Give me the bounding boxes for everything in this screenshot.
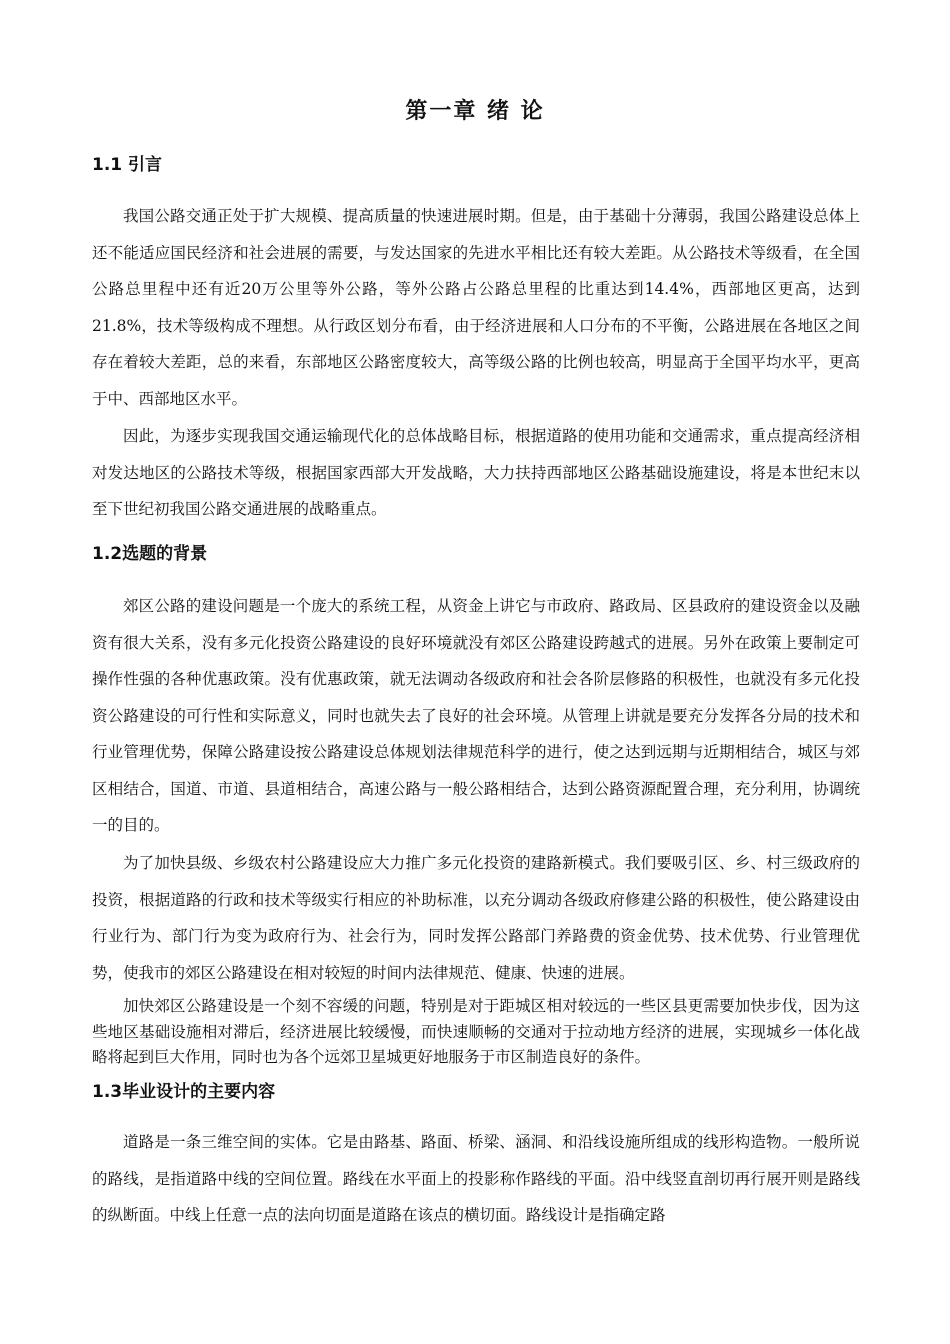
paragraph-1-3-a: 道路是一条三维空间的实体。它是由路基、路面、桥梁、涵洞、和沿线设施所组成的线形构造物。一般所说的路线，是指道路中线的空间位置。路线在水平面上的投影称作路线的平面。沿中线竖直剖切再行展开则是路线的纵断面。中线上任意一点的法向切面是道路在该点的横切面。路线设计是指确定路 (92, 1133, 860, 1224)
chapter-title: 第一章 绪 论 (405, 99, 545, 124)
section-heading-1-1: 1.1 引言 (92, 155, 163, 175)
section-heading-1-2: 1.2选题的背景 (92, 544, 208, 564)
paragraph-1-2-b: 为了加快县级、乡级农村公路建设应大力推广多元化投资的建路新模式。我们要吸引区、乡、村三级政府的投资，根据道路的行政和技术等级实行相应的补助标准，以充分调动各级政府修建公路的积极性，使公路建设由行业行为、部门行为变为政府行为、社会行为，同时发挥公路部门养路费的资金优势、技术优势、行业管理优势，使我市的郊区公路建设在相对较短的时间内法律规范、健康、快速的进展。 (92, 854, 860, 982)
paragraph-1-1-b: 因此，为逐步实现我国交通运输现代化的总体战略目标，根据道路的使用功能和交通需求，重点提高经济相对发达地区的公路技术等级，根据国家西部大开发战略，大力扶持西部地区公路基础设施建设，将是本世纪末以至下世纪初我国公路交通进展的战略重点。 (92, 427, 860, 518)
paragraph-1-2-a: 郊区公路的建设问题是一个庞大的系统工程，从资金上讲它与市政府、路政局、区县政府的建设资金以及融资有很大关系，没有多元化投资公路建设的良好环境就没有郊区公路建设跨越式的进展。另外在政策上要制定可操作性强的各种优惠政策。没有优惠政策，就无法调动各级政府和社会各阶层修路的积极性，也就没有多元化投资公路建设的可行性和实际意义，同时也就失去了良好的社会环境。从管理上讲就是要充分发挥各分局的技术和行业管理优势，保障公路建设按公路建设总体规划法律规范科学的进行，使之达到远期与近期相结合，城区与郊区相结合，国道、市道、县道相结合，高速公路与一般公路相结合，达到公路资源配置合理，充分利用，协调统一的目的。 (92, 597, 860, 834)
section-heading-1-3: 1.3毕业设计的主要内容 (92, 1082, 276, 1102)
paragraph-1-2-c: 加快郊区公路建设是一个刻不容缓的问题，特别是对于距城区相对较远的一些区县更需要加快步伐，因为这些地区基础设施相对滞后，经济进展比较缓慢，而快速顺畅的交通对于拉动地方经济的进展，实现城乡一体化战略将起到巨大作用，同时也为各个远郊卫星城更好地服务于市区制造良好的条件。 (92, 997, 860, 1066)
paragraph-1-1-a: 我国公路交通正处于扩大规模、提高质量的快速进展时期。但是，由于基础十分薄弱，我国公路建设总体上还不能适应国民经济和社会进展的需要，与发达国家的先进水平相比还有较大差距。从公路技术等级看，在全国公路总里程中还有近20万公里等外公路，等外公路占公路总里程的比重达到14.4%，西部地区更高，达到21.8%，技术等级构成不理想。从行政区划分布看，由于经济进展和人口分布的不平衡，公路进展在各地区之间存在着较大差距，总的来看，东部地区公路密度较大，高等级公路的比例也较高，明显高于全国平均水平，更高于中、西部地区水平。 (92, 207, 860, 408)
